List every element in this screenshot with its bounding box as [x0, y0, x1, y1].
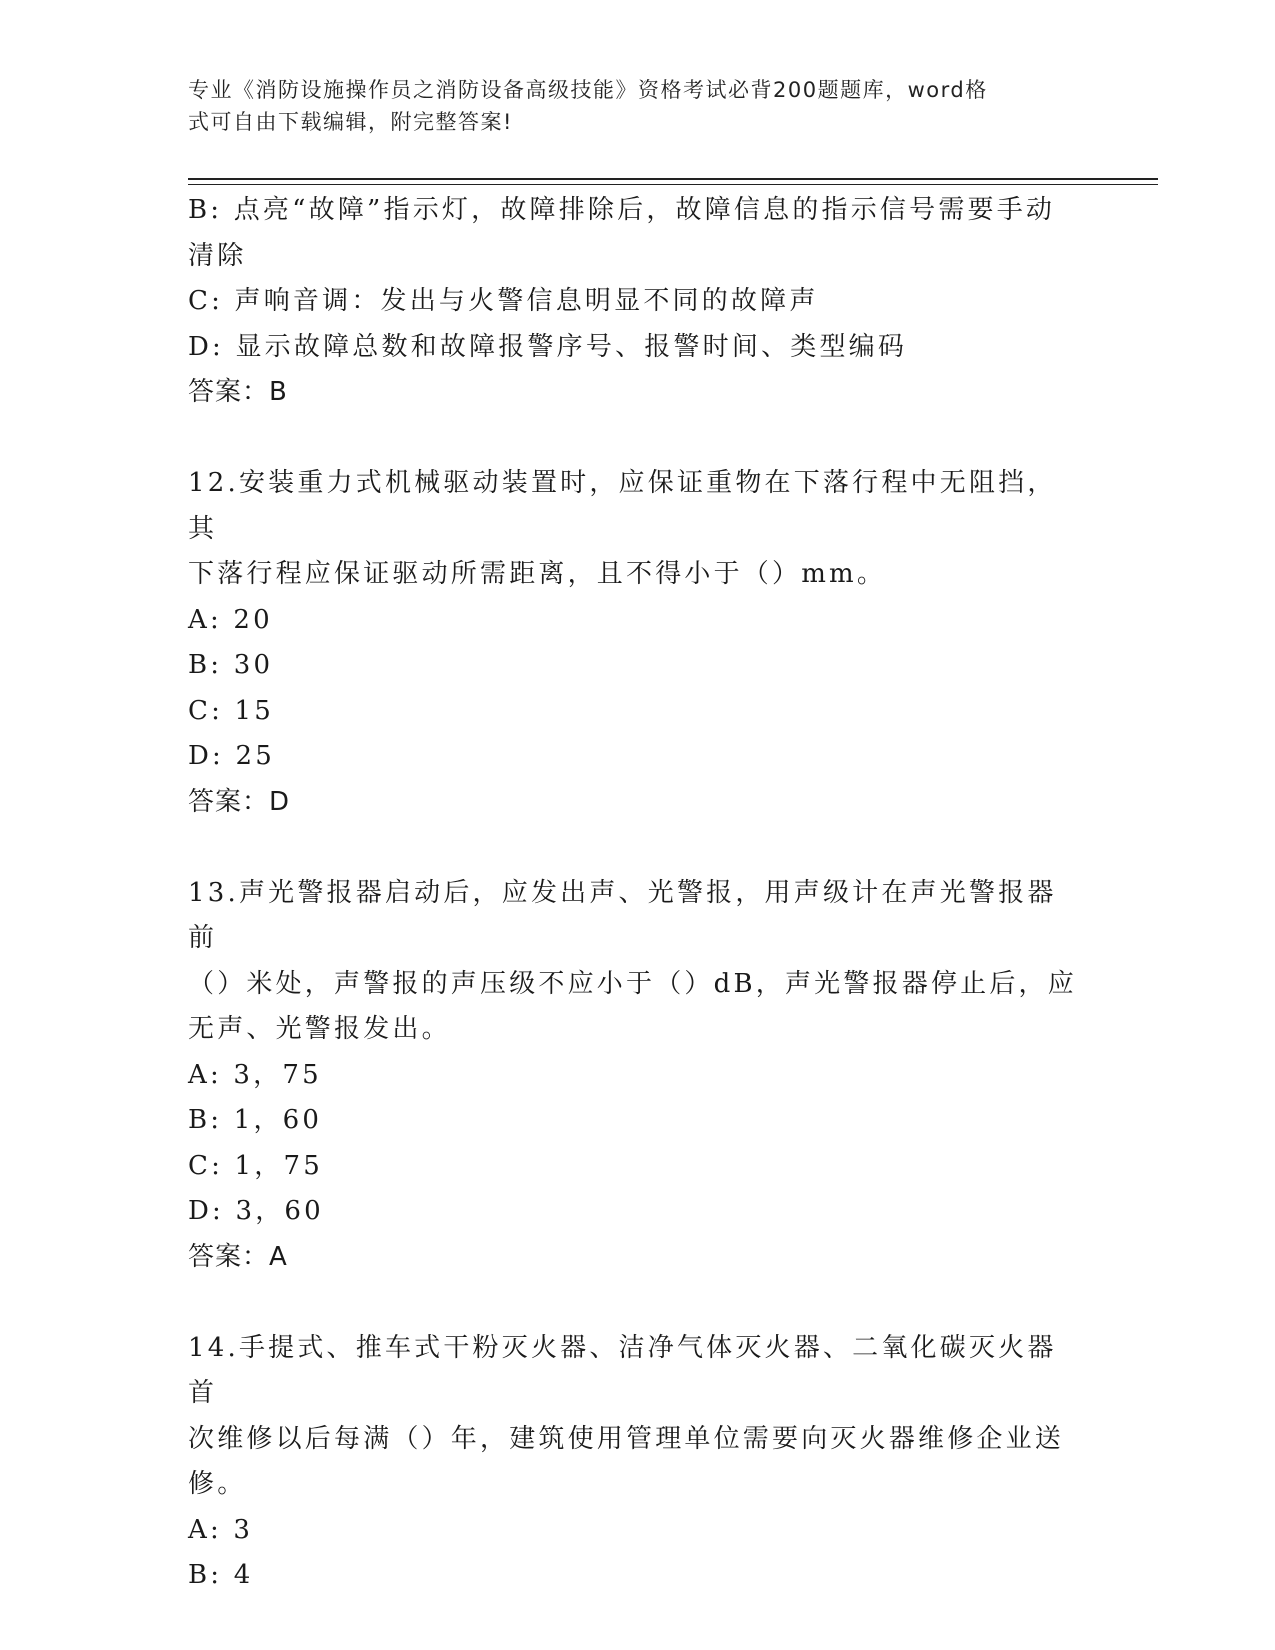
answer-line: 答案：D: [188, 786, 291, 817]
spacer: [188, 1280, 1083, 1326]
option-b-line-1: B: 点亮“故障”指示灯，故障排除后，故障信息的指示信号需要手动: [188, 195, 1056, 225]
option-c: C: 声响音调：发出与火警信息明显不同的故障声: [188, 286, 819, 316]
option-d: D: 显示故障总数和故障报警序号、报警时间、类型编码: [188, 331, 908, 362]
header-divider-thin: [188, 184, 1158, 185]
question-stem-line-2: 下落行程应保证驱动所需距离，且不得小于（）mm。: [188, 559, 887, 589]
page-header: [188, 74, 1068, 138]
answer-line: 答案：B: [188, 377, 288, 407]
question-stem-line-1: 13.声光警报器启动后，应发出声、光警报，用声级计在声光警报器前: [188, 877, 1057, 953]
answer-line: 答案：A: [188, 1241, 288, 1272]
question-stem-line-3: 修。: [188, 1469, 247, 1499]
option-d: D: 3，60: [188, 1196, 324, 1226]
option-a: A: 20: [188, 604, 273, 635]
option-d: D: 25: [188, 741, 275, 771]
option-b: B: 1，60: [188, 1105, 323, 1135]
option-a: A: 3，75: [188, 1059, 322, 1090]
question-11-continued: [188, 188, 1083, 416]
header-divider-thick: [188, 178, 1158, 180]
question-stem-line-1: 14.手提式、推车式干粉灭火器、洁净气体灭火器、二氧化碳灭火器首: [188, 1332, 1057, 1408]
question-list: [188, 188, 1083, 1599]
option-b: B: 30: [188, 650, 274, 680]
spacer: [188, 416, 1083, 462]
option-c: C: 1，75: [188, 1150, 323, 1181]
header-title-line-1: 专业《消防设施操作员之消防设备高级技能》资格考试必背200题题库，word格: [188, 78, 988, 102]
option-c: C: 15: [188, 695, 275, 726]
question-14: [188, 1326, 1083, 1599]
question-stem-line-2: 次维修以后每满（）年，建筑使用管理单位需要向灭火器维修企业送: [188, 1423, 1065, 1454]
question-13: [188, 871, 1083, 1281]
header-title-line-2: 式可自由下载编辑，附完整答案!: [188, 110, 513, 134]
question-stem-line-1: 12.安装重力式机械驱动装置时，应保证重物在下落行程中无阻挡，其: [188, 468, 1057, 544]
question-stem-line-2: （）米处，声警报的声压级不应小于（）dB，声光警报器停止后，应: [188, 968, 1077, 999]
question-12: [188, 461, 1083, 825]
spacer: [188, 825, 1083, 871]
option-b: B: 4: [188, 1560, 254, 1590]
question-stem-line-3: 无声、光警报发出。: [188, 1014, 451, 1044]
option-b-line-2: 清除: [188, 240, 247, 271]
option-a: A: 3: [188, 1514, 254, 1545]
